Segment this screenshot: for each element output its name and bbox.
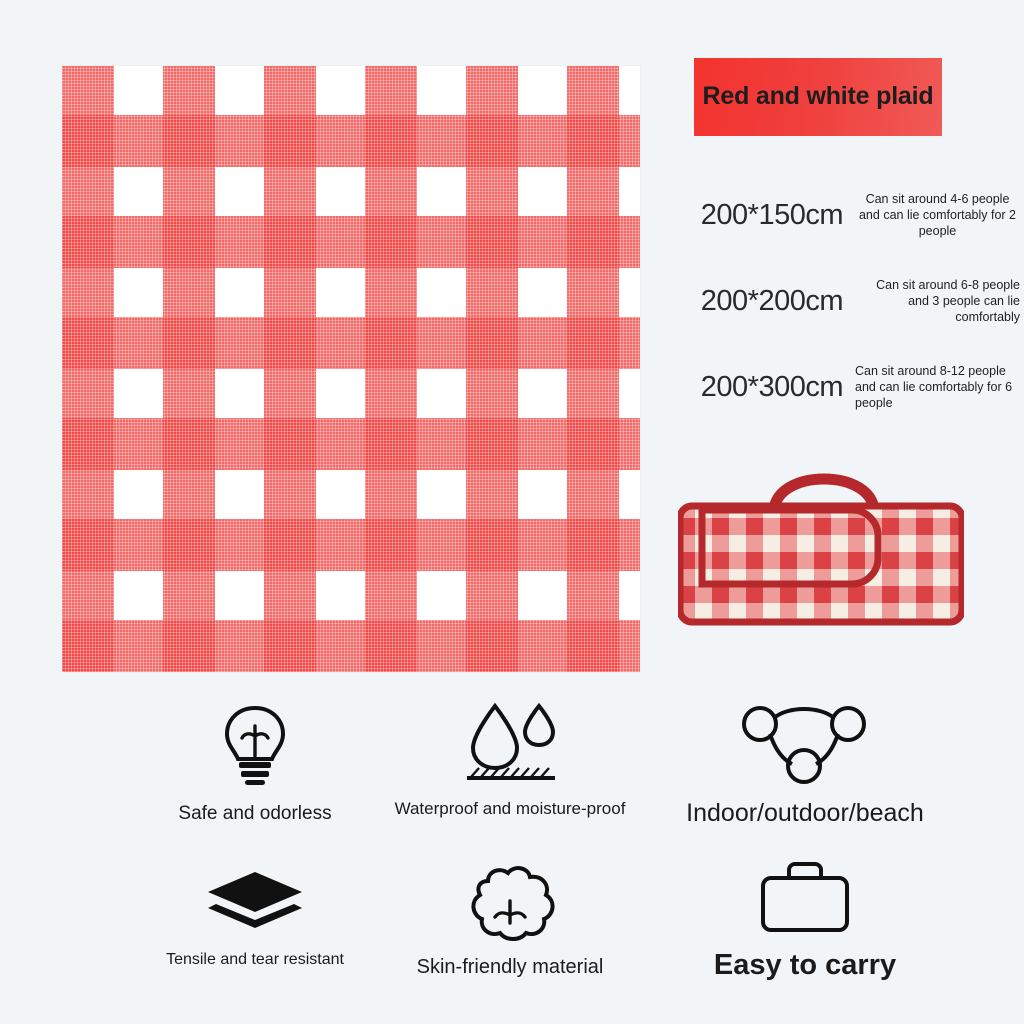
- suitcase-icon: [640, 860, 970, 941]
- size-description: Can sit around 6-8 people and 3 people can lie comfortably: [876, 277, 1020, 325]
- feature-label: Indoor/outdoor/beach: [686, 799, 924, 827]
- feature-label: Waterproof and moisture-proof: [394, 799, 626, 818]
- beach-umbrella-icon: [630, 700, 980, 791]
- size-description: Can sit around 8-12 people and can lie comfortably for 6 people: [855, 363, 1013, 411]
- layers-icon: [125, 870, 385, 943]
- size-row: [640, 258, 1020, 344]
- feature-grid: [40, 690, 984, 1010]
- size-row: [640, 344, 1020, 430]
- size-dimension: 200*300cm: [700, 370, 843, 403]
- feature-label: Tensile and tear resistant: [166, 951, 344, 968]
- feature-item: [385, 700, 635, 819]
- feature-item: [640, 860, 970, 982]
- fabric-weave-texture: [62, 66, 640, 672]
- product-swatch-image: [62, 66, 640, 672]
- cotton-icon: [385, 865, 635, 948]
- feature-item: [125, 700, 385, 825]
- color-name-badge: [694, 58, 942, 136]
- feature-item: [630, 700, 980, 828]
- size-description: Can sit around 4-6 people and can lie comfortably for 2 people: [858, 191, 1017, 239]
- size-row: [640, 172, 1020, 258]
- feature-item: [125, 870, 385, 969]
- feature-label: Skin-friendly material: [416, 956, 604, 978]
- folded-blanket-image: [678, 450, 964, 662]
- size-dimension: 200*150cm: [700, 198, 843, 231]
- feature-label: Safe and odorless: [178, 803, 332, 824]
- color-name-label: Red and white plaid: [702, 82, 934, 111]
- lightbulb-icon: [125, 700, 385, 795]
- size-dimension: 200*200cm: [700, 284, 843, 317]
- feature-label: Easy to carry: [713, 949, 897, 981]
- waterdrop-icon: [385, 700, 635, 791]
- size-list: [640, 172, 1020, 430]
- feature-item: [385, 865, 635, 979]
